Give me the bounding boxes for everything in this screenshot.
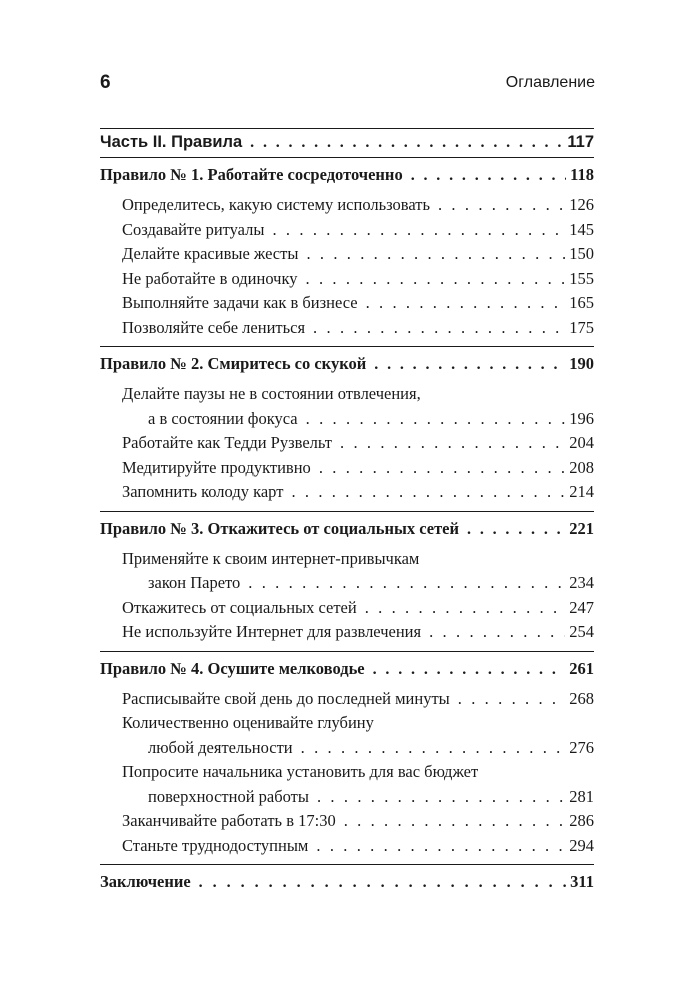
entry-title: Делайте паузы не в состоянии отвлечения, [122,384,421,403]
running-header: Оглавление [505,74,595,91]
dot-leader [301,736,566,761]
toc-entry[interactable] [122,620,594,645]
toc-rule-block [100,512,594,652]
entry-title: любой деятельности [148,737,293,757]
dot-leader [316,834,565,859]
entry-page-number: 276 [569,737,594,757]
page-number: 6 [100,72,111,93]
rule-title: Правило № 4. Осушите мелководье [100,658,365,678]
toc-rule-row[interactable] [100,158,594,191]
entry-page-number: 155 [569,268,594,288]
entry-title: Не работайте в одиночку [122,268,298,288]
entry-page-number: 165 [569,293,594,312]
dot-leader [291,480,565,505]
rules-list [100,158,594,865]
part-title: Часть II. Правила [100,133,243,151]
toc-entry-line [122,193,594,218]
entry-title: Не используйте Интернет для развлечения [122,622,422,641]
entry-title: Выполняйте задачи как в бизнесе [122,293,358,312]
toc-entry[interactable] [122,193,594,218]
dot-leader [306,242,565,267]
entry-title: Расписывайте свой день до последней минуты [122,688,450,708]
toc-rule-row[interactable] [100,512,594,545]
dot-leader [373,661,566,679]
entry-title: а в состоянии фокуса [148,408,298,428]
dot-leader [365,596,566,621]
dot-leader [467,521,565,539]
rule-page-number: 221 [569,518,594,538]
toc-entry-list [100,545,594,651]
toc-entry-line [122,267,594,292]
entry-page-number: 254 [569,622,594,641]
entry-page-number: 268 [569,688,594,708]
entry-page-number: 150 [569,244,594,263]
toc-conclusion-row[interactable] [100,865,594,898]
entry-page-number: 196 [569,408,594,428]
entry-title: Работайте как Тедди Рузвельт [122,433,332,452]
dot-leader [313,316,565,341]
toc-entry[interactable] [122,809,594,834]
toc-entry-line [122,736,594,761]
toc-entry[interactable] [122,218,594,243]
dot-leader [306,407,566,432]
rule-page-number: 261 [569,658,594,678]
entry-title: закон Парето [148,573,241,592]
toc-entry-line [122,291,594,316]
entry-page-number: 175 [569,317,594,337]
entry-page-number: 145 [569,219,594,239]
toc-entry-line [122,571,594,596]
toc-rule-row[interactable] [100,652,594,685]
conclusion-page-number: 311 [570,872,594,891]
entry-title: Откажитесь от социальных сетей [122,597,357,617]
dot-leader [306,267,566,292]
toc-entry[interactable] [122,316,594,341]
entry-title: Медитируйте продуктивно [122,457,311,477]
toc-entry[interactable] [122,291,594,316]
entry-title: Делайте красивые жесты [122,244,299,263]
toc-entry-list [100,380,594,511]
entry-page-number: 214 [569,482,594,501]
toc-entry-line [122,547,594,572]
toc-rule-block [100,347,594,512]
toc-entry[interactable] [122,480,594,505]
dot-leader [438,193,565,218]
toc-entry-line [122,382,594,407]
toc-entry[interactable] [122,596,594,621]
toc-entry-line [122,620,594,645]
toc-entry-line [122,711,594,736]
entry-page-number: 204 [569,433,594,452]
entry-title: Заканчивайте работать в 17:30 [122,811,336,830]
toc-entry[interactable] [122,382,594,431]
toc-entry-line [122,760,594,785]
dot-leader [374,356,565,374]
dot-leader [429,620,565,645]
entry-page-number: 126 [569,195,594,214]
toc-entry-line [122,834,594,859]
toc-entry[interactable] [122,547,594,596]
toc-entry-line [122,316,594,341]
toc-entry-list [100,191,594,346]
rule-page-number: 118 [570,165,594,184]
rule-title: Правило № 1. Работайте сосредоточенно [100,165,403,184]
toc-entry-line [122,687,594,712]
toc-entry[interactable] [122,711,594,760]
dot-leader [411,167,566,185]
dot-leader [366,291,566,316]
dot-leader [248,571,565,596]
entry-page-number: 208 [569,457,594,477]
dot-leader [344,809,566,834]
entry-title: поверхностной работы [148,786,309,806]
entry-title: Позволяйте себе лениться [122,317,306,337]
toc-rule-block [100,652,594,866]
toc-part-row[interactable] [100,128,594,158]
rule-page-number: 190 [569,354,594,373]
entry-title: Применяйте к своим интернет-привычкам [122,548,420,568]
dot-leader [458,687,565,712]
entry-title: Создавайте ритуалы [122,219,265,239]
dot-leader [317,785,565,810]
table-of-contents [100,128,594,898]
dot-leader [319,456,565,481]
entry-title: Количественно оценивайте глубину [122,713,374,732]
toc-entry-line [122,456,594,481]
toc-entry[interactable] [122,267,594,292]
toc-entry[interactable] [122,760,594,809]
dot-leader [199,874,566,892]
toc-entry[interactable] [122,456,594,481]
toc-entry-line [122,480,594,505]
toc-rule-row[interactable] [100,347,594,380]
conclusion-title: Заключение [100,872,191,891]
toc-entry[interactable] [122,834,594,859]
toc-entry[interactable] [122,687,594,712]
part-page-number: 117 [567,133,594,151]
entry-page-number: 247 [569,597,594,617]
entry-page-number: 294 [569,835,594,855]
toc-entry-line [122,242,594,267]
toc-entry[interactable] [122,431,594,456]
entry-page-number: 286 [569,811,594,830]
entry-page-number: 281 [569,786,594,806]
toc-entry-line [122,596,594,621]
rule-title: Правило № 2. Смиритесь со скукой [100,354,367,373]
toc-entry-line [122,218,594,243]
dot-leader [250,134,563,152]
dot-leader [340,431,565,456]
entry-title: Определитесь, какую систему использовать [122,195,430,214]
toc-entry-line [122,431,594,456]
toc-entry-list [100,685,594,865]
dot-leader [272,218,565,243]
toc-entry-line [122,785,594,810]
entry-title: Станьте труднодоступным [122,835,309,855]
toc-entry[interactable] [122,242,594,267]
entry-title: Попросите начальника установить для вас бюджет [122,762,479,781]
rule-title: Правило № 3. Откажитесь от социальных сетей [100,518,460,538]
toc-entry-line [122,809,594,834]
toc-rule-block [100,158,594,347]
toc-entry-line [122,407,594,432]
entry-page-number: 234 [569,573,594,592]
entry-title: Запомнить колоду карт [122,482,284,501]
